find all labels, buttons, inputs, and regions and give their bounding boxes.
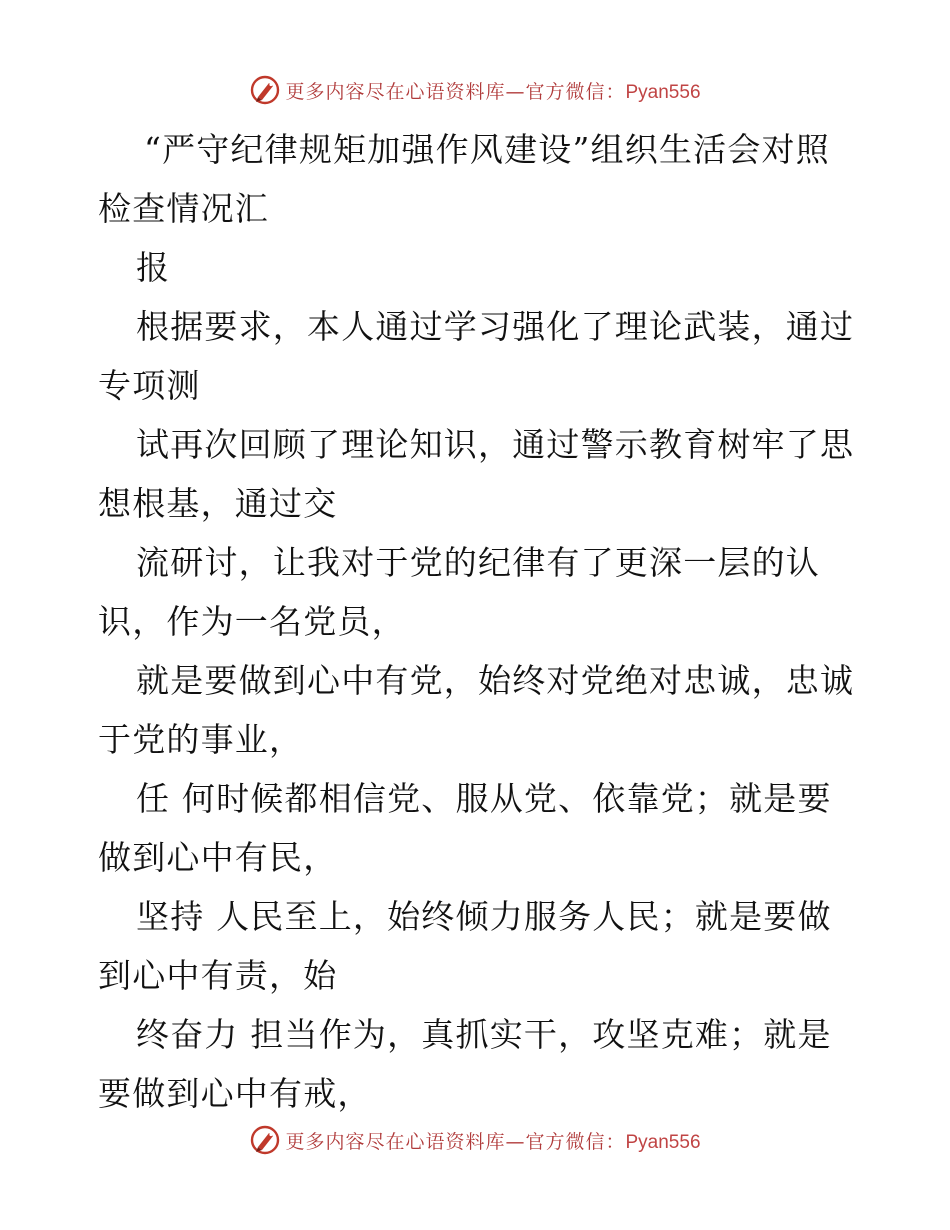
paragraph-line: 想根基，通过交	[98, 484, 338, 523]
paragraph-line: 任 何时候都相信党、服从党、依靠党；就是要	[136, 779, 832, 818]
paragraph-line: 终奋力 担当作为，真抓实干，攻坚克难；就是	[136, 1015, 832, 1054]
paragraph-line: 流研讨，让我对于党的纪律有了更深一层的认	[136, 543, 820, 582]
document-title-line-3: 报	[136, 248, 171, 287]
paragraph-line: 做到心中有民，	[98, 838, 338, 877]
paragraph-line: 坚持 人民至上，始终倾力服务人民；就是要做	[136, 897, 832, 936]
paragraph-line: 根据要求，本人通过学习强化了理论武装，通过	[136, 307, 855, 346]
pen-logo-icon	[249, 74, 281, 106]
paragraph-line: 要做到心中有戒，	[98, 1074, 372, 1113]
document-title-line-1: “严守纪律规矩加强作风建设”组织生活会对照	[144, 130, 830, 169]
paragraph-line: 识，作为一名党员，	[98, 602, 406, 641]
paragraph-line: 就是要做到心中有党，始终对党绝对忠诚，忠诚	[136, 661, 855, 700]
watermark-text: 更多内容尽在心语资料库—官方微信：Pyan556	[285, 80, 701, 103]
watermark-text: 更多内容尽在心语资料库—官方微信：Pyan556	[285, 1130, 701, 1153]
header-watermark	[0, 70, 950, 110]
paragraph-line: 于党的事业，	[98, 720, 304, 759]
footer-watermark	[0, 1120, 950, 1160]
paragraph-line: 专项测	[98, 366, 201, 405]
paragraph-line: 到心中有责，始	[98, 956, 338, 995]
document-body	[98, 120, 858, 1123]
pen-logo-icon	[249, 1124, 281, 1156]
paragraph-line: 试再次回顾了理论知识，通过警示教育树牢了思	[136, 425, 855, 464]
document-title-line-2: 检查情况汇	[98, 189, 269, 228]
